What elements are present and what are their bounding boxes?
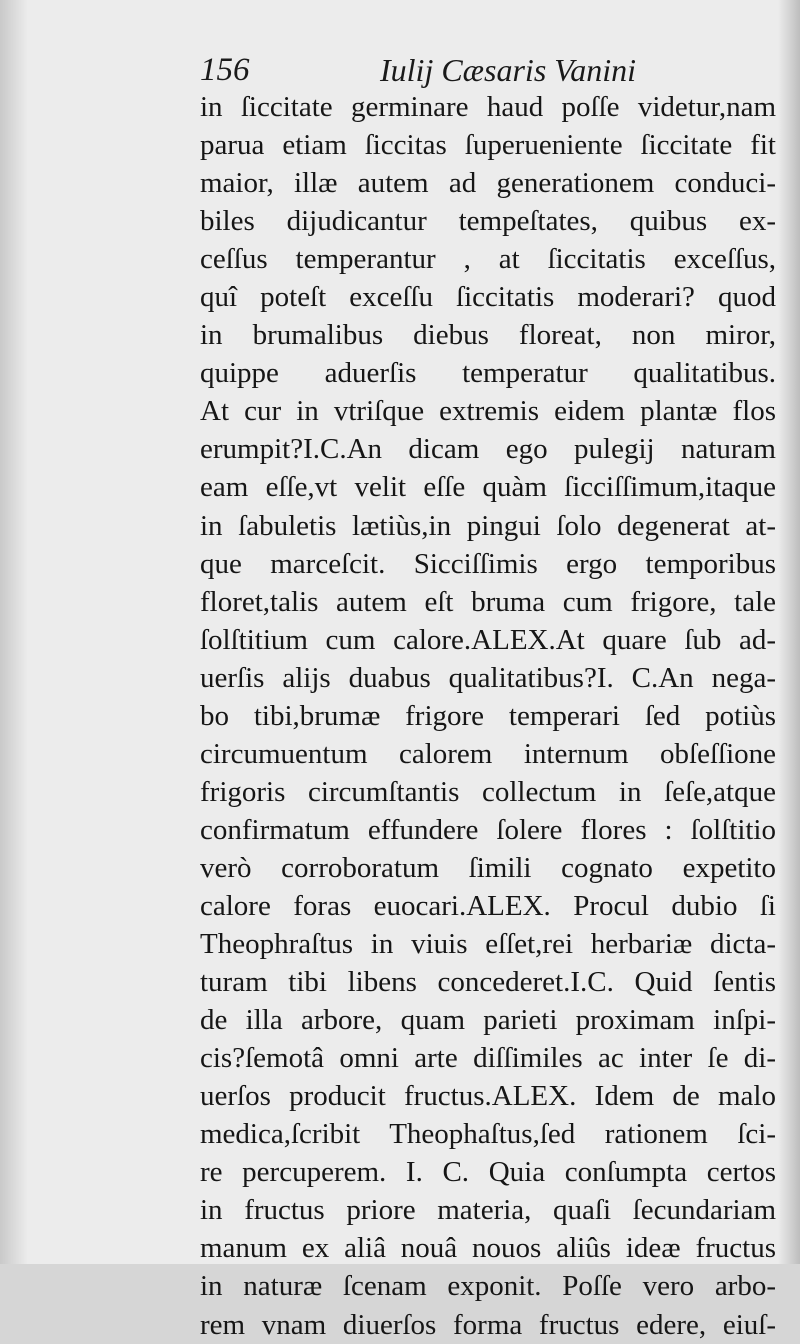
text-line: in ſiccitate germinare haud poſſe videtur,nam — [200, 91, 776, 123]
text-line: in fructus priore materia, quaſi ſecundariam — [200, 1194, 776, 1227]
text-line: bo tibi,brumæ frigore temperari ſed potiùs — [200, 699, 776, 732]
text-line: manum ex aliâ nouâ nouos aliûs ideæ fructus — [200, 1232, 776, 1265]
text-line: rem vnam diuerſos forma fructus edere, eiuſ- — [200, 1308, 776, 1341]
page-number: 156 — [200, 52, 250, 88]
page-edge-left — [0, 0, 28, 1264]
text-line: quippe aduerſis temperatur qualitatibus. — [200, 357, 776, 390]
text-line: biles dijudicantur tempeſtates, quibus ex- — [200, 205, 776, 238]
text-line: ſolſtitium cum calore.ALEX.At quare ſub ad- — [200, 623, 776, 656]
text-line: que marceſcit. Sicciſſimis ergo temporibus — [200, 547, 776, 580]
text-line: in ſabuletis lætiùs,in pingui ſolo degenerat at- — [200, 509, 776, 542]
text-line: in brumalibus diebus floreat, non miror, — [200, 319, 776, 352]
text-line: uerſos producit fructus.ALEX. Idem de malo — [200, 1080, 776, 1113]
text-line: medica,ſcribit Theophaſtus,ſed rationem ſci- — [200, 1118, 776, 1151]
text-line: quî poteſt exceſſu ſiccitatis moderari? quod — [200, 281, 776, 314]
text-line: re percuperem. I. C. Quia conſumpta certos — [200, 1156, 776, 1189]
text-line: confirmatum effundere ſolere flores : ſolſtitio — [200, 813, 776, 846]
text-line: maior, illæ autem ad generationem conduci- — [200, 167, 776, 200]
text-line: verò corroboratum ſimili cognato expetito — [200, 851, 776, 884]
text-line: parua etiam ſiccitas ſuperueniente ſiccitate fit — [200, 129, 776, 162]
text-line: cis?ſemotâ omni arte diſſimiles ac inter ſe di- — [200, 1042, 776, 1075]
text-line: circumuentum calorem internum obſeſſione — [200, 737, 776, 770]
page-edge-right — [778, 0, 800, 1264]
text-line: Theophraſtus in viuis eſſet,rei herbariæ dicta- — [200, 928, 776, 961]
text-line: At cur in vtriſque extremis eidem plantæ flos — [200, 395, 776, 428]
text-line: erumpit?I.C.An dicam ego pulegij naturam — [200, 433, 776, 466]
text-line: in naturæ ſcenam exponit. Poſſe vero arbo- — [200, 1270, 776, 1303]
text-line: frigoris circumſtantis collectum in ſeſe,atque — [200, 775, 776, 808]
text-line: calore foras euocari.ALEX. Procul dubio ſi — [200, 889, 776, 922]
running-head: Iulij Cæsaris Vanini — [380, 52, 637, 88]
text-line: floret,talis autem eſt bruma cum frigore, tale — [200, 585, 776, 618]
body-text — [200, 88, 776, 1344]
text-line: uerſis alijs duabus qualitatibus?I. C.An nega- — [200, 661, 776, 694]
text-line: turam tibi libens concederet.I.C. Quid ſentis — [200, 966, 776, 999]
text-line: eam eſſe,vt velit eſſe quàm ſicciſſimum,itaque — [200, 471, 776, 504]
text-line: de illa arbore, quam parieti proximam inſpi- — [200, 1004, 776, 1037]
text-line: ceſſus temperantur , at ſiccitatis exceſſus, — [200, 243, 776, 276]
